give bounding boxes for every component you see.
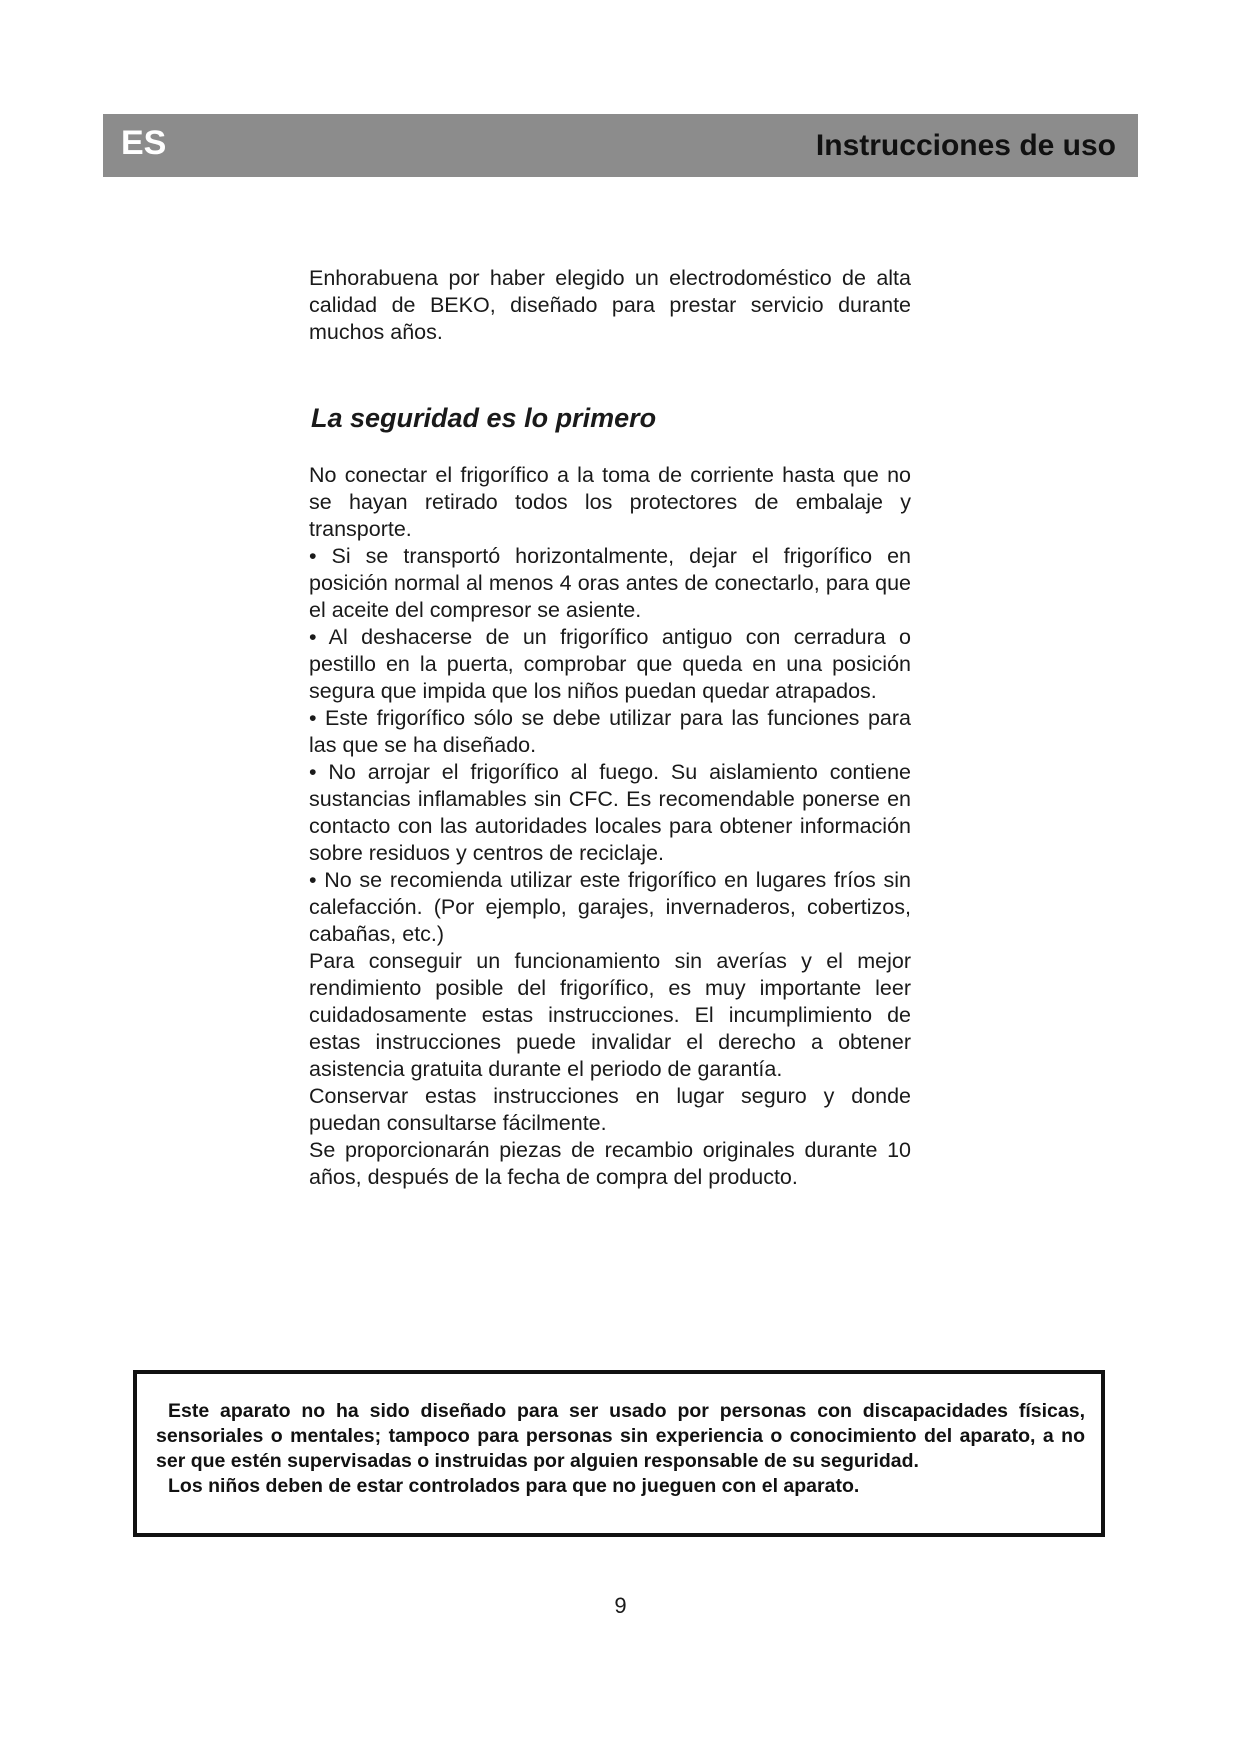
- safety-paragraph: Se proporcionarán piezas de recambio originales durante 10 años, después de la fecha de compra del producto.: [309, 1138, 911, 1189]
- safety-bullet: • Este frigorífico sólo se debe utilizar para las funciones para las que se ha diseñado.: [309, 706, 911, 757]
- intro-section: [309, 265, 911, 346]
- safety-paragraph: No conectar el frigorífico a la toma de corriente hasta que no se hayan retirado todos los protectores de embalaje y transporte.: [309, 463, 911, 541]
- warning-paragraph: Los niños deben de estar controlados para que no jueguen con el aparato.: [168, 1475, 860, 1497]
- safety-paragraph: Para conseguir un funcionamiento sin averías y el mejor rendimiento posible del frigorífico, es muy importante leer cuidadosamente estas instrucciones. El incumplimiento de estas instrucciones puede invalidar el derecho a obtener asistencia gratuita durante el periodo de garantía.: [309, 949, 911, 1081]
- language-code: ES: [121, 124, 167, 162]
- safety-bullet: • Al deshacerse de un frigorífico antiguo con cerradura o pestillo en la puerta, comprobar que queda en una posición segura que impida que los niños puedan quedar atrapados.: [309, 625, 911, 703]
- intro-paragraph: Enhorabuena por haber elegido un electrodoméstico de alta calidad de BEKO, diseñado para prestar servicio durante muchos años.: [309, 266, 911, 344]
- page-number: 9: [614, 1593, 627, 1618]
- section-title: La seguridad es lo primero: [311, 403, 657, 433]
- warning-box: [133, 1370, 1105, 1537]
- page-header: [103, 114, 1138, 177]
- safety-section-body: [309, 462, 911, 1191]
- safety-bullet: • No se recomienda utilizar este frigorífico en lugares fríos sin calefacción. (Por ejemplo, garajes, invernaderos, cobertizos, cabañas, etc.): [309, 868, 911, 946]
- safety-bullet: • No arrojar el frigorífico al fuego. Su aislamiento contiene sustancias inflamables sin CFC. Es recomendable ponerse en contacto con las autoridades locales para obtener información sobre residuos y centros de reciclaje.: [309, 760, 911, 865]
- document-title: Instrucciones de uso: [815, 129, 1116, 162]
- safety-paragraph: Conservar estas instrucciones en lugar seguro y donde puedan consultarse fácilmente.: [309, 1084, 911, 1135]
- safety-bullet: • Si se transportó horizontalmente, dejar el frigorífico en posición normal al menos 4 oras antes de conectarlo, para que el aceite del compresor se asiente.: [309, 544, 911, 622]
- warning-paragraph: Este aparato no ha sido diseñado para ser usado por personas con discapacidades físicas, sensoriales o mentales; tampoco para personas sin experiencia o conocimiento del aparato, a no ser que estén supervisadas o instruidas por alguien responsable de su seguridad.: [156, 1400, 1085, 1472]
